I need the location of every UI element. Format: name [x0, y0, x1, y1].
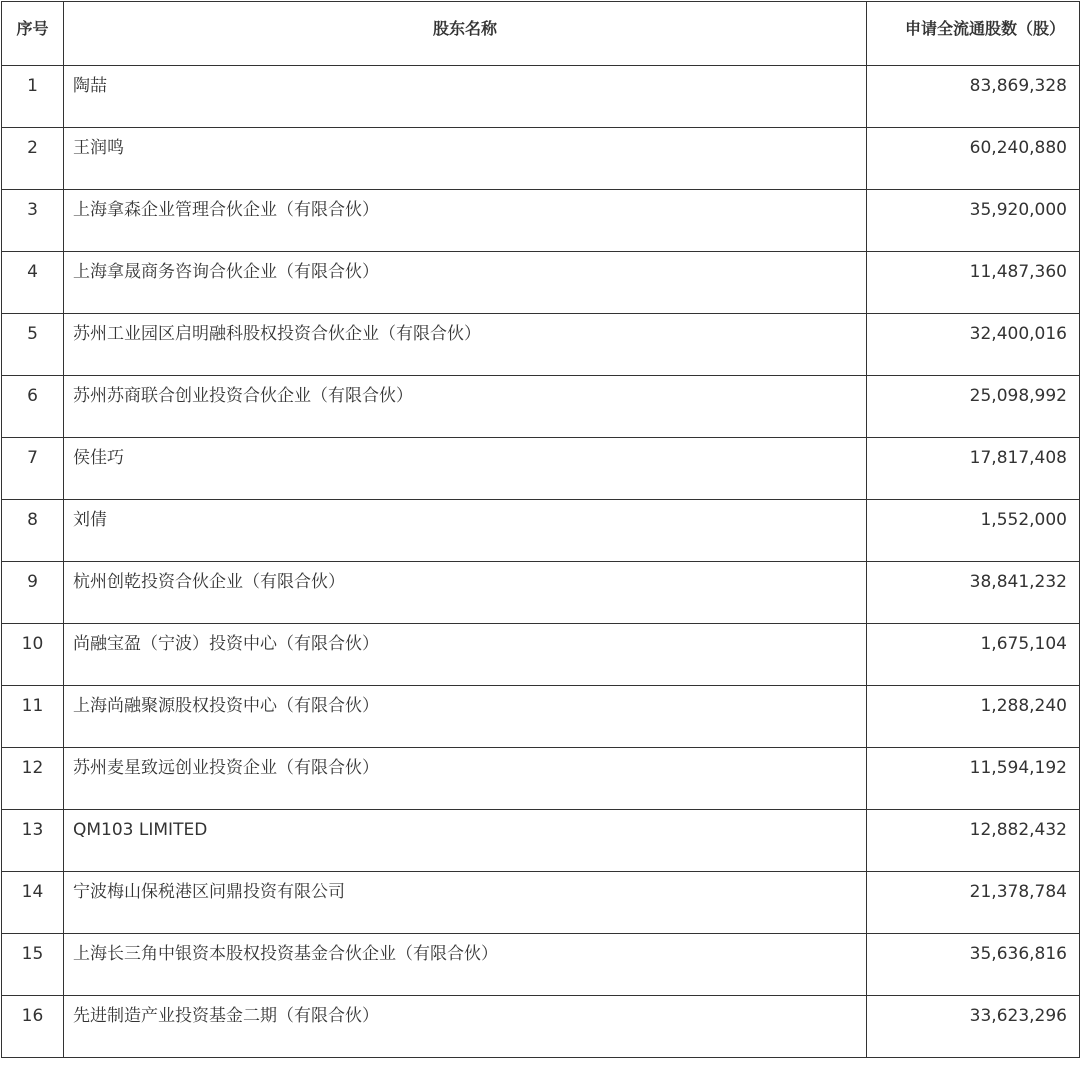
table-row: [2, 996, 1080, 1058]
row-share-count: 11,594,192: [867, 748, 1080, 810]
table-row: [2, 438, 1080, 500]
row-share-count: 38,841,232: [867, 562, 1080, 624]
row-index: 7: [2, 438, 64, 500]
row-shareholder-name: 王润鸣: [64, 128, 867, 190]
row-index: 1: [2, 66, 64, 128]
row-shareholder-name: 苏州工业园区启明融科股权投资合伙企业（有限合伙）: [64, 314, 867, 376]
table-header-row: [2, 2, 1080, 66]
row-shareholder-name: 苏州苏商联合创业投资合伙企业（有限合伙）: [64, 376, 867, 438]
table-row: [2, 872, 1080, 934]
table-row: [2, 748, 1080, 810]
row-index: 11: [2, 686, 64, 748]
row-share-count: 35,636,816: [867, 934, 1080, 996]
row-share-count: 35,920,000: [867, 190, 1080, 252]
table-row: [2, 810, 1080, 872]
row-share-count: 17,817,408: [867, 438, 1080, 500]
row-share-count: 1,675,104: [867, 624, 1080, 686]
row-shareholder-name: 上海尚融聚源股权投资中心（有限合伙）: [64, 686, 867, 748]
table-row: [2, 686, 1080, 748]
row-shareholder-name: 侯佳巧: [64, 438, 867, 500]
row-shareholder-name: 宁波梅山保税港区问鼎投资有限公司: [64, 872, 867, 934]
row-index: 15: [2, 934, 64, 996]
row-index: 12: [2, 748, 64, 810]
row-share-count: 25,098,992: [867, 376, 1080, 438]
row-index: 4: [2, 252, 64, 314]
header-share-count: 申请全流通股数（股）: [867, 2, 1080, 66]
table-row: [2, 128, 1080, 190]
row-shareholder-name: 上海长三角中银资本股权投资基金合伙企业（有限合伙）: [64, 934, 867, 996]
row-index: 3: [2, 190, 64, 252]
row-share-count: 32,400,016: [867, 314, 1080, 376]
table-row: [2, 376, 1080, 438]
row-shareholder-name: 杭州创乾投资合伙企业（有限合伙）: [64, 562, 867, 624]
row-share-count: 12,882,432: [867, 810, 1080, 872]
shareholder-table: [1, 1, 1080, 1058]
row-share-count: 60,240,880: [867, 128, 1080, 190]
row-index: 2: [2, 128, 64, 190]
row-shareholder-name: 先进制造产业投资基金二期（有限合伙）: [64, 996, 867, 1058]
header-shareholder-name: 股东名称: [64, 2, 867, 66]
row-share-count: 21,378,784: [867, 872, 1080, 934]
row-index: 14: [2, 872, 64, 934]
table-row: [2, 934, 1080, 996]
row-share-count: 83,869,328: [867, 66, 1080, 128]
row-shareholder-name: 尚融宝盈（宁波）投资中心（有限合伙）: [64, 624, 867, 686]
row-shareholder-name: 陶喆: [64, 66, 867, 128]
table-row: [2, 562, 1080, 624]
table-row: [2, 66, 1080, 128]
row-index: 9: [2, 562, 64, 624]
row-index: 6: [2, 376, 64, 438]
row-index: 16: [2, 996, 64, 1058]
row-shareholder-name: 上海拿森企业管理合伙企业（有限合伙）: [64, 190, 867, 252]
table-row: [2, 500, 1080, 562]
row-share-count: 11,487,360: [867, 252, 1080, 314]
row-shareholder-name: QM103 LIMITED: [64, 810, 867, 872]
row-index: 8: [2, 500, 64, 562]
row-share-count: 1,552,000: [867, 500, 1080, 562]
row-index: 13: [2, 810, 64, 872]
table-row: [2, 314, 1080, 376]
header-index: 序号: [2, 2, 64, 66]
row-index: 5: [2, 314, 64, 376]
row-shareholder-name: 上海拿晟商务咨询合伙企业（有限合伙）: [64, 252, 867, 314]
table-row: [2, 252, 1080, 314]
row-share-count: 1,288,240: [867, 686, 1080, 748]
row-index: 10: [2, 624, 64, 686]
table-row: [2, 624, 1080, 686]
table-row: [2, 190, 1080, 252]
row-shareholder-name: 刘倩: [64, 500, 867, 562]
row-share-count: 33,623,296: [867, 996, 1080, 1058]
row-shareholder-name: 苏州麦星致远创业投资企业（有限合伙）: [64, 748, 867, 810]
